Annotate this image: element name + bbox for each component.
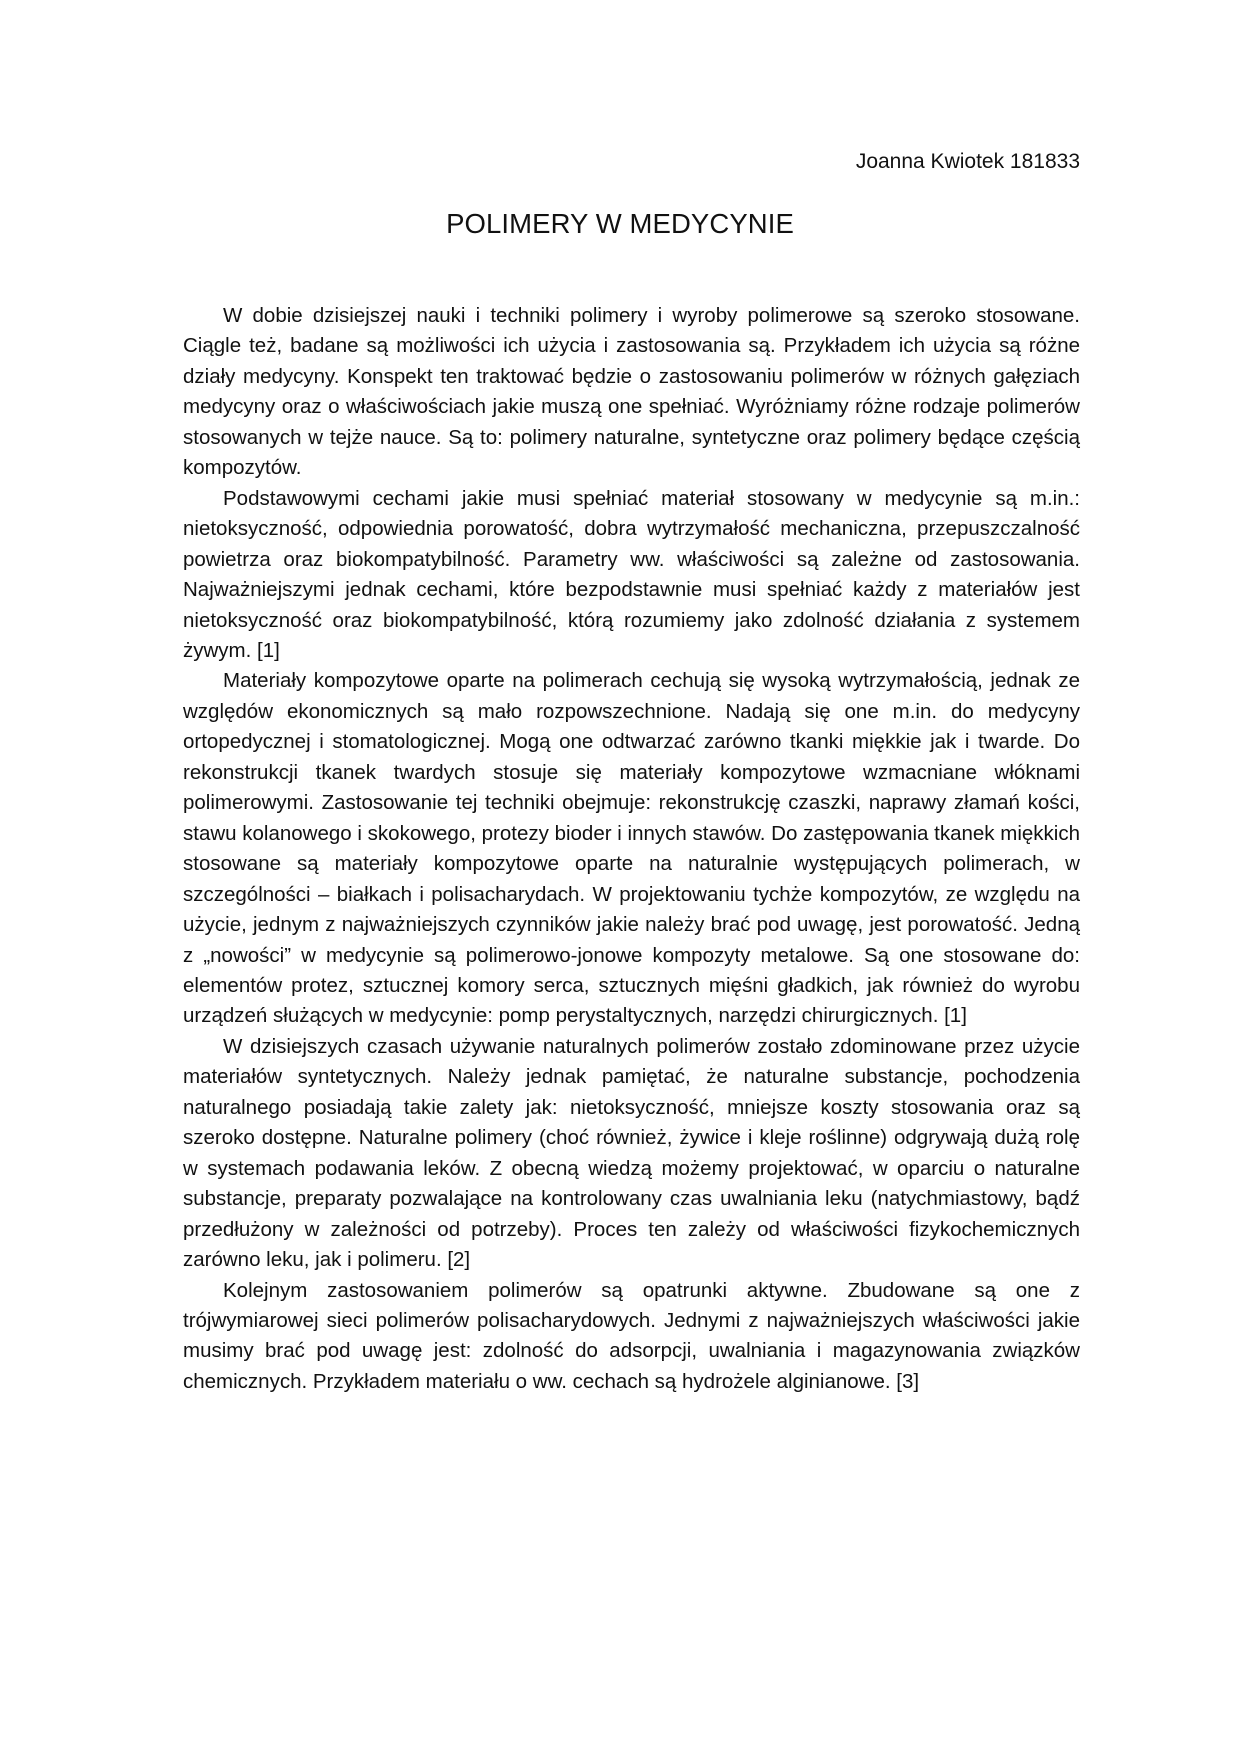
paragraph-natural-polymers: W dzisiejszych czasach używanie naturalnych polimerów zostało zdominowane przez użycie materiałów syntetycznych. Należy jednak pamiętać, że naturalne substancje, pochodzenia naturalnego posiadają takie zalety jak: nietoksyczność, mniejsze koszty stosowania oraz są szeroko dostępne. Naturalne polimery (choć również, żywice i kleje roślinne) odgrywają dużą rolę w systemach podawania leków. Z obecną wiedzą możemy projektować, w oparciu o naturalne substancje, preparaty pozwalające na kontrolowany czas uwalniania leku (natychmiastowy, bądź przedłużony w zależności od potrzeby). Proces ten zależy od właściwości fizykochemicznych zarówno leku, jak i polimeru. [2] — [183, 1034, 1080, 1272]
paragraph-properties: Podstawowymi cechami jakie musi spełniać materiał stosowany w medycynie są m.in.: nietoksyczność, odpowiednia porowatość, dobra wytrzymałość mechaniczna, przepuszczalność powietrza oraz biokompatybilność. Parametry ww. właściwości są zależne od zastosowania. Najważniejszymi jednak cechami, które bezpodstawnie musi spełniać każdy z materiałów jest nietoksyczność oraz biokompatybilność, którą rozumiemy jako zdolność działania z systemem żywym. [1] — [183, 486, 1080, 662]
document-body — [183, 301, 1080, 1397]
paragraph-dressings: Kolejnym zastosowaniem polimerów są opatrunki aktywne. Zbudowane są one z trójwymiarowej sieci polimerów polisacharydowych. Jednymi z najważniejszych właściwości jakie musimy brać pod uwagę jest: zdolność do adsorpcji, uwalniania i magazynowania związków chemicznych. Przykładem materiału o ww. cechach są hydrożele alginianowe. [3] — [183, 1278, 1080, 1393]
author-line: Joanna Kwiotek 181833 — [855, 150, 1080, 173]
paragraph-intro: W dobie dzisiejszej nauki i techniki polimery i wyroby polimerowe są szeroko stosowane. Ciągle też, badane są możliwości ich użycia i zastosowania są. Przykładem ich użycia są różne działy medycyny. Konspekt ten traktować będzie o zastosowaniu polimerów w różnych gałęziach medycyny oraz o właściwościach jakie muszą one spełniać. Wyróżniamy różne rodzaje polimerów stosowanych w tejże nauce. Są to: polimery naturalne, syntetyczne oraz polimery będące częścią kompozytów. — [183, 304, 1080, 480]
document-title: POLIMERY W MEDYCYNIE — [446, 208, 794, 239]
paragraph-composites: Materiały kompozytowe oparte na polimerach cechują się wysoką wytrzymałością, jednak ze względów ekonomicznych są mało rozpowszechnione. Nadają się one m.in. do medycyny ortopedycznej i stomatologicznej. Mogą one odtwarzać zarówno tkanki miękkie jak i twarde. Do rekonstrukcji tkanek twardych stosuje się materiały kompozytowe wzmacniane włóknami polimerowymi. Zastosowanie tej techniki obejmuje: rekonstrukcję czaszki, naprawy złamań kości, stawu kolanowego i skokowego, protezy bioder i innych stawów. Do zastępowania tkanek miękkich stosowane są materiały kompozytowe oparte na naturalnie występujących polimerach, w szczególności – białkach i polisacharydach. W projektowaniu tychże kompozytów, ze względu na użycie, jednym z najważniejszych czynników jakie należy brać pod uwagę, jest porowatość. Jedną z „nowości” w medycynie są polimerowo-jonowe kompozyty metalowe. Są one stosowane do: elementów protez, sztucznej komory serca, sztucznych mięśni gładkich, jak również do wyrobu urządzeń służących w medycynie: pomp perystaltycznych, narzędzi chirurgicznych. [1] — [183, 669, 1080, 1028]
